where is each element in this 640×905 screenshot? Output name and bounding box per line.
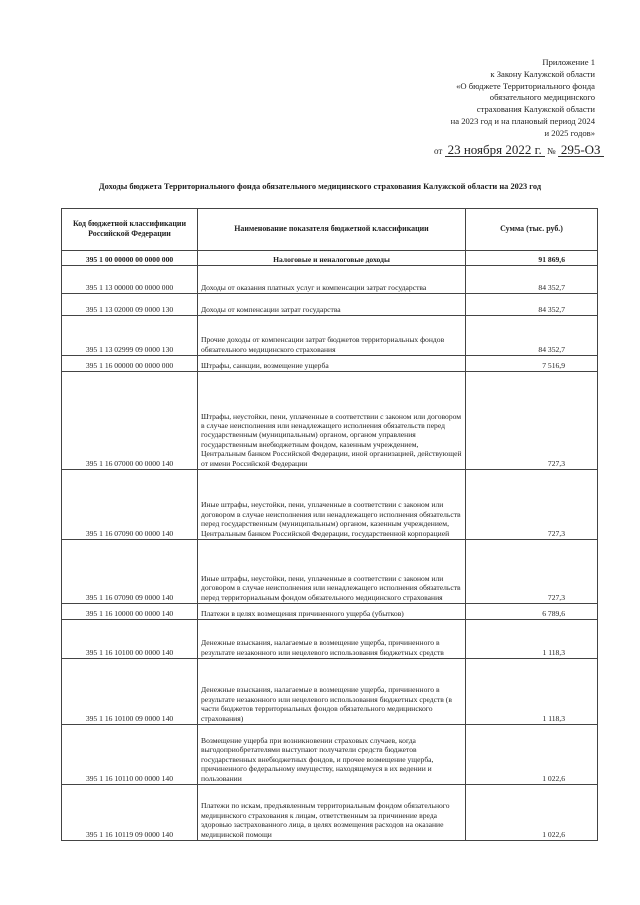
row-name: Штрафы, санкции, возмещение ущерба bbox=[198, 356, 466, 372]
row-code: 395 1 16 10119 09 0000 140 bbox=[62, 785, 198, 841]
row-amount: 727,3 bbox=[466, 372, 598, 470]
table-row bbox=[62, 356, 598, 372]
row-code: 395 1 16 07090 09 0000 140 bbox=[62, 540, 198, 604]
header-name: Наименование показателя бюджетной классификации bbox=[198, 209, 466, 251]
table-row bbox=[62, 659, 598, 725]
row-name: Денежные взыскания, налагаемые в возмещение ущерба, причиненного в результате незаконного или нецелевого использования бюджетных средств (в части бюджетов территориальных фондов обязательного медицинского страхования) bbox=[198, 659, 466, 725]
row-code: 395 1 13 02999 09 0000 130 bbox=[62, 316, 198, 356]
row-amount: 84 352,7 bbox=[466, 294, 598, 316]
table-row bbox=[62, 785, 598, 841]
appendix-line: «О бюджете Территориального фонда bbox=[456, 80, 595, 91]
appendix-line: страхования Калужской области bbox=[476, 104, 595, 115]
table-row bbox=[62, 725, 598, 785]
row-amount: 7 516,9 bbox=[466, 356, 598, 372]
table-row bbox=[62, 316, 598, 356]
row-name: Возмещение ущерба при возникновении страховых случаев, когда выгодоприобретателями выступают получатели средств бюджетов государственных внебюджетных фондов, и прочее возмещение ущерба, причиненного федеральному имуществу, находящемуся в их ведении и пользовании bbox=[198, 725, 466, 785]
law-number: 295-ОЗ bbox=[558, 143, 604, 157]
table-row bbox=[62, 540, 598, 604]
appendix-line: и 2025 годов» bbox=[544, 127, 595, 138]
table-header-row bbox=[62, 209, 598, 251]
row-code: 395 1 13 00000 00 0000 000 bbox=[62, 266, 198, 294]
row-name: Иные штрафы, неустойки, пени, уплаченные в соответствии с законом или договором в случае неисполнения или ненадлежащего исполнения обязательств перед государственным (муниципальным) органом, казенным учреждением, Центральным банком Российской Федерации, государственной корпорацией bbox=[198, 470, 466, 540]
row-code: 395 1 16 00000 00 0000 000 bbox=[62, 356, 198, 372]
appendix-block bbox=[375, 57, 595, 140]
header-amount: Сумма (тыс. руб.) bbox=[466, 209, 598, 251]
row-code: 395 1 16 07090 00 0000 140 bbox=[62, 470, 198, 540]
row-name: Доходы от оказания платных услуг и компенсации затрат государства bbox=[198, 266, 466, 294]
row-amount: 1 118,3 bbox=[466, 659, 598, 725]
row-code: 395 1 13 02000 09 0000 130 bbox=[62, 294, 198, 316]
appendix-line: обязательного медицинского bbox=[489, 92, 595, 103]
table-row bbox=[62, 294, 598, 316]
row-name: Прочие доходы от компенсации затрат бюджетов территориальных фондов обязательного медицинского страхования bbox=[198, 316, 466, 356]
header-code: Код бюджетной классификации Российской Федерации bbox=[62, 209, 198, 251]
row-code: 395 1 16 10000 00 0000 140 bbox=[62, 604, 198, 620]
law-date: 23 ноября 2022 г. bbox=[445, 143, 545, 157]
row-name: Платежи в целях возмещения причиненного ущерба (убытков) bbox=[198, 604, 466, 620]
row-code: 395 1 16 10100 00 0000 140 bbox=[62, 620, 198, 659]
table-row bbox=[62, 604, 598, 620]
row-code: 395 1 16 10110 00 0000 140 bbox=[62, 725, 198, 785]
table-row bbox=[62, 470, 598, 540]
row-amount: 84 352,7 bbox=[466, 266, 598, 294]
table-row bbox=[62, 266, 598, 294]
row-amount: 84 352,7 bbox=[466, 316, 598, 356]
document-title: Доходы бюджета Территориального фонда обязательного медицинского страхования Калужской области на 2023 год bbox=[98, 182, 542, 191]
row-name: Налоговые и неналоговые доходы bbox=[198, 251, 466, 266]
table-row bbox=[62, 372, 598, 470]
row-name: Платежи по искам, предъявленным территориальным фондом обязательного медицинского страхования к лицам, ответственным за причинение вреда здоровью застрахованного лица, в целях возмещения расходов на оказание медицинской помощи bbox=[198, 785, 466, 841]
table-row bbox=[62, 620, 598, 659]
appendix-line: Приложение 1 bbox=[542, 57, 595, 67]
table-row bbox=[62, 251, 598, 266]
row-name: Иные штрафы, неустойки, пени, уплаченные в соответствии с законом или договором в случае неисполнения или ненадлежащего исполнения обязательств перед территориальным фондом обязательного медицинского страхования bbox=[198, 540, 466, 604]
row-name: Денежные взыскания, налагаемые в возмещение ущерба, причиненного в результате незаконного или нецелевого использования бюджетных средств bbox=[198, 620, 466, 659]
appendix-line: к Закону Калужской области bbox=[490, 68, 595, 79]
row-name: Штрафы, неустойки, пени, уплаченные в соответствии с законом или договором в случае неисполнения или ненадлежащего исполнения обязательств перед государственным (муниципальным) органом, органом управления государственным внебюджетным фондом, казенным учреждением, Центральным банком Российской Федерации, иной организацией, действующей от имени Российской Федерации bbox=[198, 372, 466, 470]
revenue-table bbox=[61, 208, 598, 841]
row-name: Доходы от компенсации затрат государства bbox=[198, 294, 466, 316]
row-code: 395 1 16 07000 00 0000 140 bbox=[62, 372, 198, 470]
row-amount: 1 118,3 bbox=[466, 620, 598, 659]
row-code: 395 1 16 10100 09 0000 140 bbox=[62, 659, 198, 725]
row-amount: 1 022,6 bbox=[466, 725, 598, 785]
row-amount: 727,3 bbox=[466, 540, 598, 604]
row-amount: 727,3 bbox=[466, 470, 598, 540]
law-date-number bbox=[434, 143, 604, 157]
row-amount: 6 789,6 bbox=[466, 604, 598, 620]
row-amount: 1 022,6 bbox=[466, 785, 598, 841]
row-code: 395 1 00 00000 00 0000 000 bbox=[62, 251, 198, 266]
row-amount: 91 869,6 bbox=[466, 251, 598, 266]
appendix-line: на 2023 год и на плановый период 2024 bbox=[450, 115, 595, 126]
from-label: от bbox=[434, 146, 443, 156]
number-label: № bbox=[546, 146, 556, 156]
